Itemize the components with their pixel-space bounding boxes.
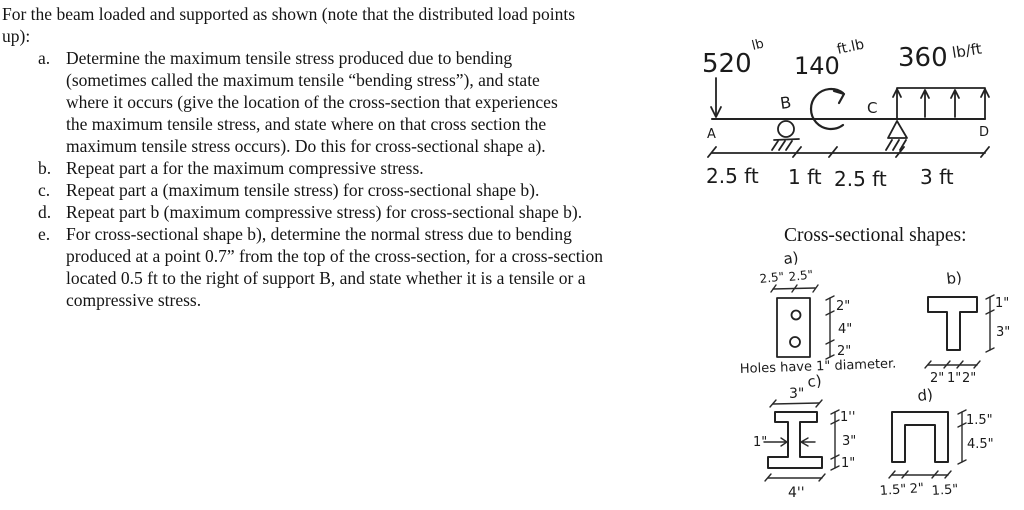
shape-a-holes [790, 311, 801, 348]
item-text [66, 47, 710, 157]
text-line: the maximum tensile stress, and state where on that cross section the [66, 114, 547, 134]
item-text [66, 201, 710, 223]
text-line: Repeat part b (maximum compressive stress) for cross-sectional shape b). [66, 202, 583, 222]
text-line: Determine the maximum tensile stress produced due to bending [66, 48, 513, 68]
cross-section-c [720, 371, 870, 510]
shape-b-right-dim-line [986, 295, 994, 352]
text-line: maximum tensile stress occurs). Do this for cross-sectional shape a). [66, 136, 546, 156]
shape-d-right-dim-line [958, 410, 966, 464]
moment-arrow-icon [811, 89, 844, 129]
item-label: b. [38, 158, 52, 178]
distributed-load-box [897, 88, 985, 119]
cross-section-d [870, 385, 1024, 510]
shape-b-bottom-dim-line [925, 361, 980, 368]
text-line: Repeat part a for the maximum compressive stress. [66, 158, 424, 178]
beam-dimension-line [708, 147, 989, 157]
problem-item-d [2, 201, 710, 223]
shape-b-dim: 2" [930, 371, 945, 386]
text-line: located 0.5 ft to the right of support B, and state whether it is a tensile or a [66, 268, 586, 288]
shape-a-right-dim-line [826, 296, 834, 359]
support-label-A: A [707, 127, 716, 142]
problem-item-b [2, 157, 710, 179]
roller-support-icon [772, 121, 799, 150]
beam-dim-label: 2.5 ft [834, 167, 887, 191]
distributed-load-unit: lb/ft [950, 39, 983, 62]
point-load-unit: lb [750, 36, 766, 54]
shape-b-dim: 1" [995, 296, 1010, 311]
problem-statement [2, 3, 710, 311]
text-line: (sometimes called the maximum tensile “bending stress”), and state [66, 70, 540, 90]
cross-section-a [740, 250, 900, 385]
shape-b-outline [928, 297, 977, 350]
shape-c-dim: 1'' [840, 410, 856, 425]
shape-d-dim: 1.5" [931, 482, 959, 499]
shape-a-label: a) [782, 248, 800, 268]
item-label: d. [38, 202, 52, 222]
shape-d-dim: 4.5" [967, 437, 994, 452]
shape-a-top-dim-line [771, 285, 818, 292]
shape-b-dim: 1" [947, 371, 962, 386]
moment-value: 140 [794, 52, 840, 80]
shape-c-dim: 3" [789, 386, 805, 402]
shape-c-bottom-dim-line [765, 474, 825, 481]
intro-line: For the beam loaded and supported as shown (note that the distributed load points [2, 4, 576, 24]
shape-b-label: b) [945, 268, 963, 288]
item-text [66, 179, 710, 201]
shape-c-web-arrows-icon [764, 438, 815, 446]
cross-section-b [890, 268, 1024, 390]
item-label: a. [38, 48, 51, 68]
item-label: e. [38, 224, 51, 244]
distributed-load-arrows-icon [893, 89, 989, 117]
text-line: produced at a point 0.7” from the top of the cross-section, for a cross-section [66, 246, 603, 266]
pin-support-icon [886, 121, 907, 150]
shape-c-outline [768, 412, 822, 468]
point-load-arrow-icon [711, 78, 721, 117]
shape-c-right-dim-line [831, 410, 839, 470]
cross-sections-title: Cross-sectional shapes: [784, 225, 967, 246]
shape-a-dim: 2" [836, 299, 851, 314]
shape-c-dim: 4'' [788, 485, 805, 501]
text-line: Repeat part a (maximum tensile stress) for cross-sectional shape b). [66, 180, 540, 200]
beam-dim-label: 3 ft [920, 165, 954, 189]
shape-d-dim: 1.5" [879, 482, 907, 499]
shape-a-dim: 2.5" [787, 267, 814, 284]
shape-c-dim: 3" [842, 434, 857, 449]
item-text [66, 223, 710, 311]
problem-item-a [2, 47, 710, 157]
beam-dim-label: 2.5 ft [706, 164, 759, 188]
text-line: where it occurs (give the location of the cross-section that experiences [66, 92, 558, 112]
problem-item-c [2, 179, 710, 201]
shape-d-bottom-dim-line [889, 471, 951, 478]
text-line: compressive stress. [66, 290, 202, 310]
shape-a-dim: 2" [837, 344, 852, 359]
shape-a-note: Holes have 1" diameter. [739, 356, 897, 377]
text-line: For cross-sectional shape b), determine the normal stress due to bending [66, 224, 572, 244]
shape-c-web-dim: 1" [753, 435, 768, 450]
distributed-load-value: 360 [898, 43, 948, 73]
shape-d-label: d) [916, 385, 934, 405]
shape-a-dim: 4" [838, 322, 853, 337]
shape-c-dim: 1" [841, 456, 856, 471]
shape-d-outline [892, 412, 948, 462]
support-label-B: B [778, 92, 793, 113]
shape-b-dim: 3" [996, 325, 1011, 340]
shape-a-dim: 2.5" [758, 269, 785, 286]
point-load-value: 520 [702, 49, 752, 79]
support-label-D: D [979, 125, 990, 140]
shape-a-outline [777, 298, 810, 357]
intro-line: up): [2, 26, 31, 46]
beam-diagram [698, 28, 1022, 204]
beam-dim-label: 1 ft [788, 165, 822, 189]
support-label-C: C [867, 99, 878, 117]
moment-unit: ft.lb [835, 36, 866, 58]
shape-c-label: c) [806, 371, 823, 391]
item-label: c. [38, 180, 51, 200]
shape-d-dim: 1.5" [966, 413, 993, 428]
item-text [66, 157, 710, 179]
shape-b-dim: 2" [962, 371, 977, 386]
problem-item-e [2, 223, 710, 311]
shape-d-dim: 2" [909, 481, 925, 497]
